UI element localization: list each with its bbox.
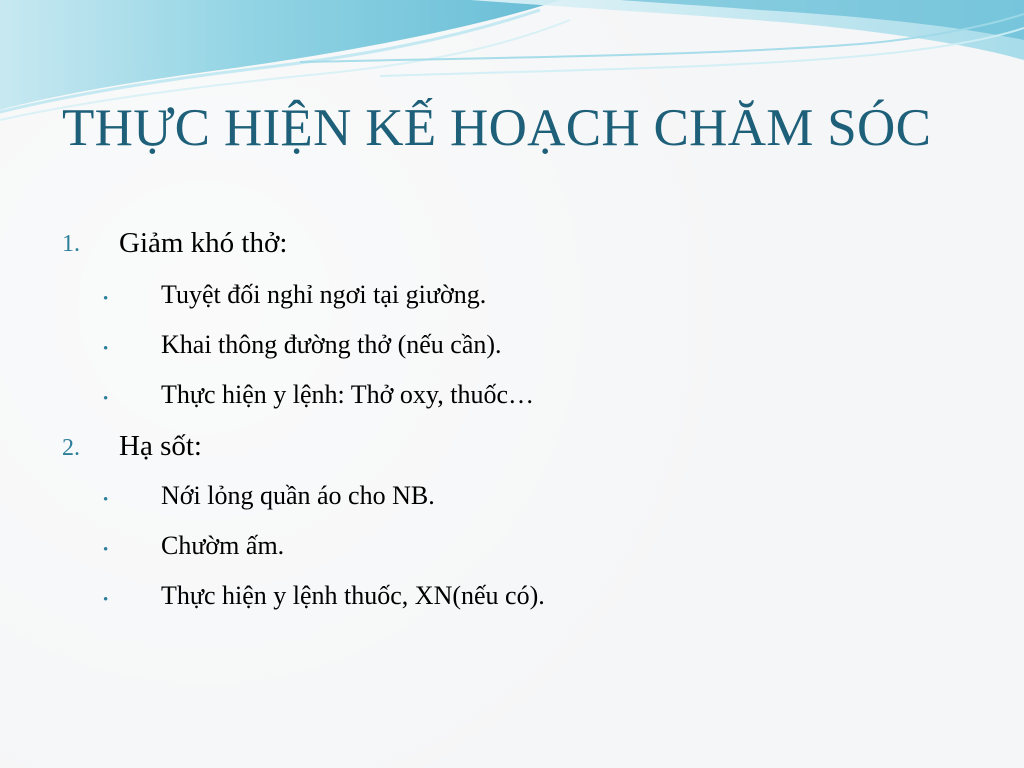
section-1-number: 1. [62,231,80,257]
section-2-number: 2. [62,435,80,461]
bullet-marker: • [103,341,109,357]
section-1-heading: Giảm khó thở: [119,227,288,259]
slide-title: THỰC HIỆN KẾ HOẠCH CHĂM SÓC [62,99,932,157]
bullet-marker: • [103,592,109,608]
bullet-item: Thực hiện y lệnh: Thở oxy, thuốc… [161,380,535,409]
bullet-item: Khai thông đường thở (nếu cần). [161,330,502,359]
bullet-marker: • [103,391,109,407]
bullet-marker: • [103,542,109,558]
section-2-heading: Hạ sốt: [119,430,202,462]
bullet-marker: • [103,291,109,307]
bullet-item: Thực hiện y lệnh thuốc, XN(nếu có). [161,581,545,610]
bullet-marker: • [103,492,109,508]
bullet-item: Nới lỏng quần áo cho NB. [161,481,435,510]
bullet-item: Tuyệt đối nghỉ ngơi tại giường. [161,280,487,309]
bullet-item: Chườm ấm. [161,531,285,560]
